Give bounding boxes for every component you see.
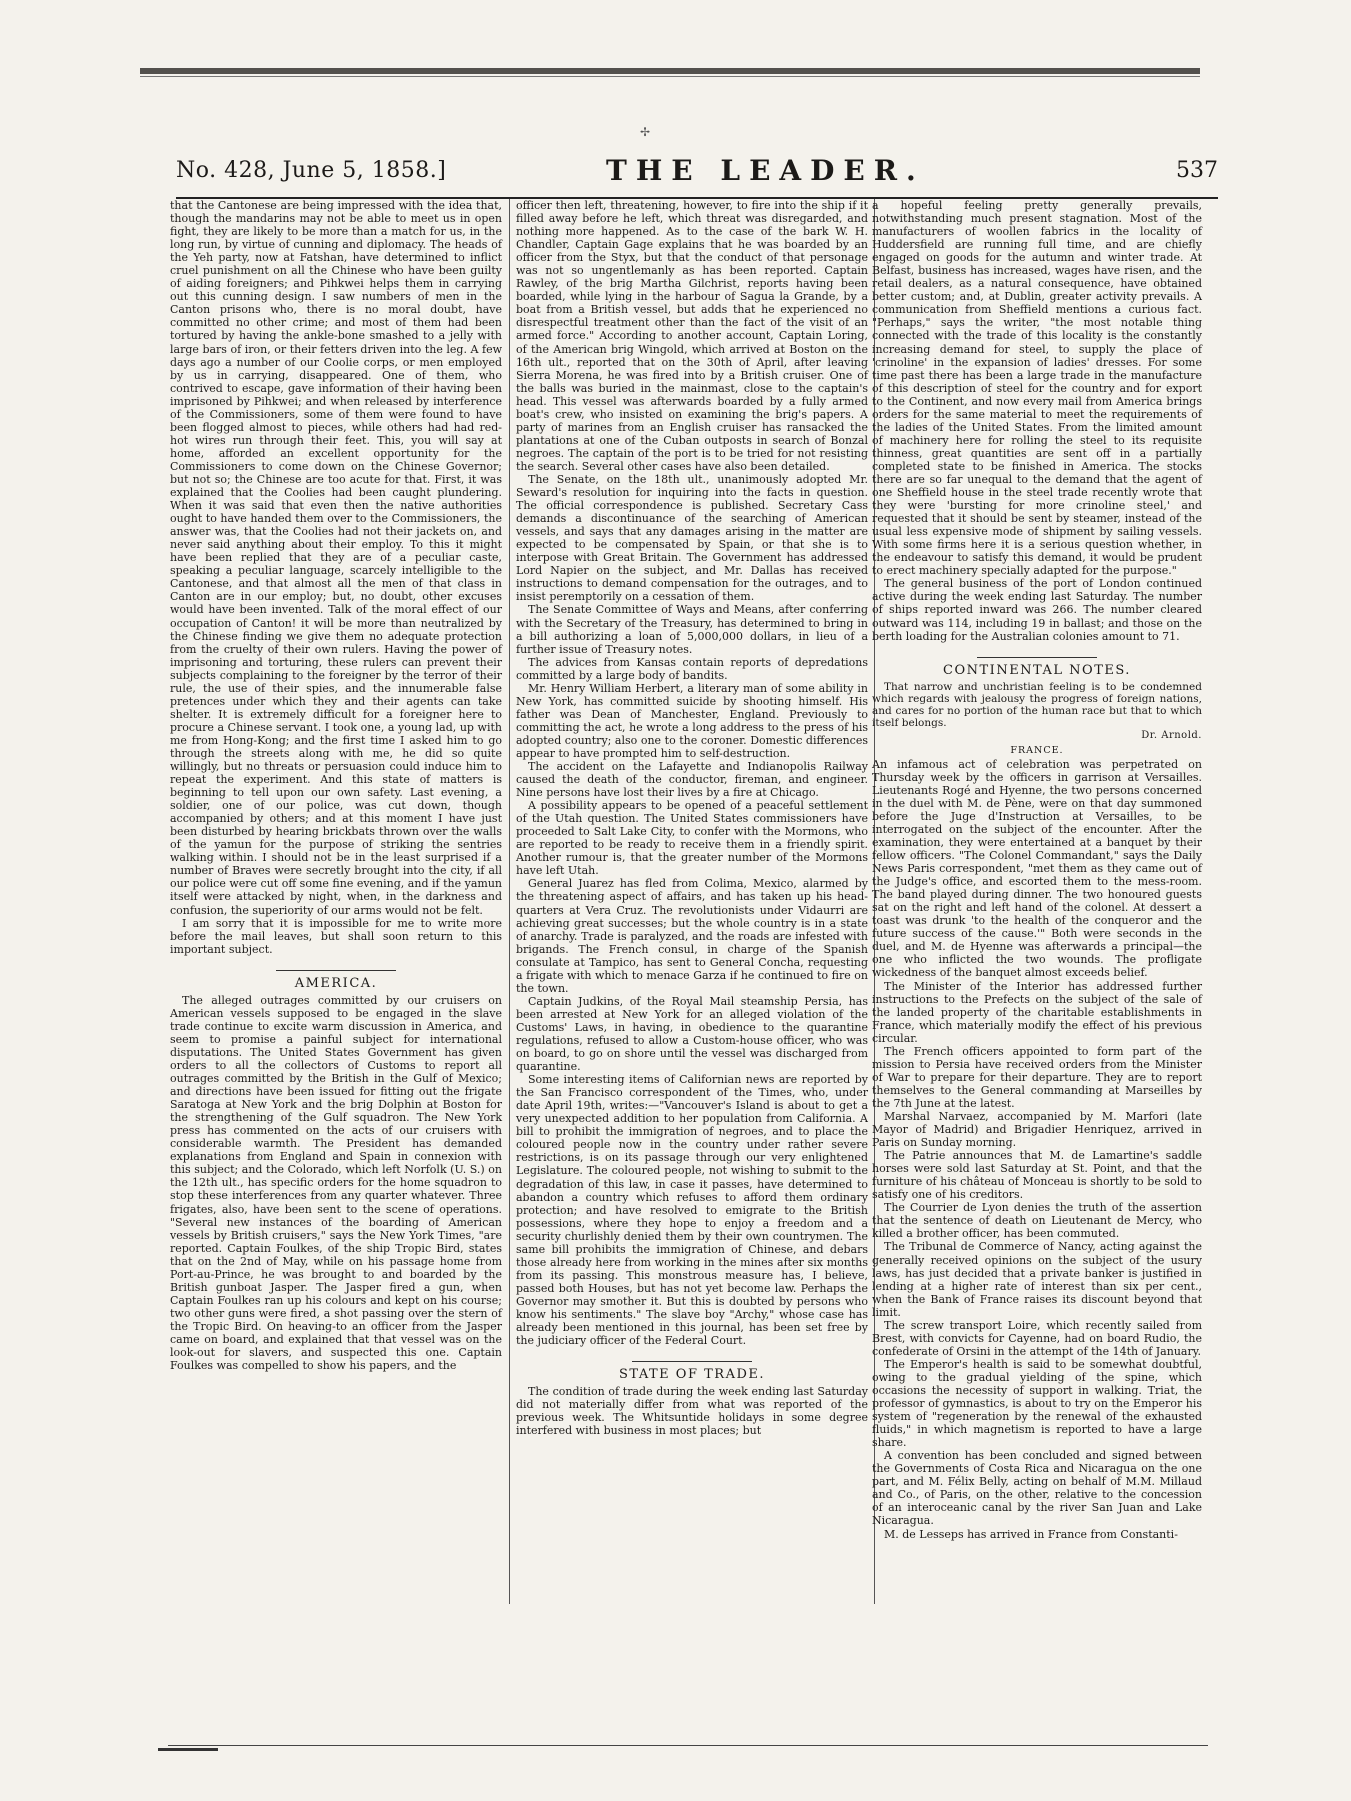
epigraph: That narrow and unchristian feeling is to be condemned which regards with jealousy the progress of foreign nations, and cares for no portion of the human race but that to which itself belongs. [872, 680, 1202, 729]
paragraph: The alleged outrages committed by our cruisers on American vessels supposed to be engaged in the slave trade continue to excite warm discussion in America, and seem to promise a painful subject for international disputations. The United States Government has given orders to all the collectors of Customs to report all outrages committed by the British in the Gulf of Mexico; and directions have been issued for fitting out the frigate Saratoga at New York and the brig Dolphin at Boston for the strengthening of the Gulf squadron. The New York press has commented on the acts of our cruisers with considerable warmth. The President has demanded explanations from England and Spain in connexion with this subject; and the Colorado, which left Norfolk (U. S.) on the 12th ult., has specific orders for the home squadron to stop these interferences from any quarter whatever. Three frigates, also, have been sent to the scene of operations. "Several new instances of the boarding of American vessels by British cruisers," says the New York Times, "are reported. Captain Foulkes, of the ship Tropic Bird, states that on the 2nd of May, while on his passage home from Port-au-Prince, he was brought to and boarded by the British gunboat Jasper. The Jasper fired a gun, when Captain Foulkes ran up his colours and kept on his course; two other guns were fired, a shot passing over the stern of the Tropic Bird. On heaving-to an officer from the Jasper came on board, and explained that that vessel was on the look-out for slavers, and suspected this one. Captain Foulkes was compelled to show his papers, and the [170, 993, 502, 1373]
footer-smudge [158, 1748, 218, 1751]
paragraph: The Courrier de Lyon denies the truth of the assertion that the sentence of death on Lieutenant de Mercy, who killed a brother officer, has been commuted. [872, 1201, 1202, 1241]
footer-rule [168, 1745, 1208, 1746]
paragraph: a hopeful feeling pretty generally prevails, notwithstanding much present stagnation. Most of the manufacturers of woollen fabrics in the locality of Huddersfield are running full time, and are chiefly engaged on goods for the autumn and winter trade. At Belfast, business has increased, wages have risen, and the retail dealers, as a natural consequence, have obtained better custom; and, at Dublin, greater activity prevails. A communication from Sheffield mentions a curious fact. "Perhaps," says the writer, "the most notable thing connected with the trade of this locality is the constantly increasing demand for steel, to supply the place of 'crinoline' in the expansion of ladies' dresses. For some time past there has been a large trade in the manufacture of this description of steel for the country and for export to the Continent, and now every mail from America brings orders for the same material to meet the requirements of the ladies of the United States. From the limited amount of machinery here for rolling the steel to its requisite thinness, great quantities are sent off in a partially completed state to be finished in America. The stocks there are so far unequal to the demand that the agent of one Sheffield house in the steel trade recently wrote that they were 'bursting for more crinoline steel,' and requested that it should be sent by steamer, instead of the usual less expensive mode of shipment by sailing vessels. With some firms here it is a serious question whether, in the endeavour to satisfy this demand, it would be prudent to erect machinery specially adapted for the purpose." [872, 199, 1202, 578]
paragraph: The French officers appointed to form part of the mission to Persia have received orders from the Minister of War to prepare for their departure. They are to report themselves to the General commanding at Marseilles by the 7th June at the latest. [872, 1044, 1202, 1110]
section-title-continental-notes: CONTINENTAL NOTES. [943, 662, 1131, 678]
paragraph: Mr. Henry William Herbert, a literary man of some ability in New York, has committed suicide by shooting himself. His father was Dean of Manchester, England. Previously to committing the act, he wrote a long address to the press of his adopted country; also one to the coroner. Domestic differences appear to have prompted him to self-destruction. [516, 681, 868, 760]
paragraph: A convention has been concluded and signed between the Governments of Costa Rica and Nicaragua on the one part, and M. Félix Belly, acting on behalf of M.M. Millaud and Co., of Paris, on the other, relative to the concession of an interoceanic canal by the river San Juan and Lake Nicaragua. [872, 1449, 1202, 1528]
top-print-band [140, 68, 1200, 74]
page-number: 537 [1176, 158, 1218, 183]
subheading-france: FRANCE. [1010, 744, 1064, 756]
paragraph: The Emperor's health is said to be somewhat doubtful, owing to the gradual yielding of the spine, which occasions the necessity of support in walking. Triat, the professor of gymnastics, is about to try on the Emperor his system of "regeneration by the renewal of the exhausted fluids," in which magnetism is reported to have a large share. [872, 1357, 1202, 1450]
epigraph-author: Dr. Arnold. [1141, 729, 1202, 741]
section-rule [276, 970, 396, 971]
paragraph: Captain Judkins, of the Royal Mail steamship Persia, has been arrested at New York for an alleged violation of the Customs' Laws, in having, in obedience to the quarantine regulations, refused to allow a Custom-house officer, who was on board, to go on shore until the vessel was discharged from quarantine. [516, 994, 868, 1074]
top-print-line [140, 76, 1200, 77]
paragraph: The general business of the port of London continued active during the week ending last Saturday. The number of ships reported inward was 266. The number cleared outward was 114, including 19 in ballast; and those on the berth loading for the Australian colonies amount to 71. [872, 577, 1202, 643]
section-rule [632, 1361, 752, 1362]
paragraph: The Senate Committee of Ways and Means, after conferring with the Secretary of the Treasury, has determined to bring in a bill authorizing a loan of 5,000,000 dollars, in lieu of a further issue of Treasury notes. [516, 603, 868, 656]
paragraph: The accident on the Lafayette and Indianopolis Railway caused the death of the conductor, fireman, and engineer. Nine persons have lost their lives by a fire at Chicago. [516, 760, 868, 800]
section-title-america: AMERICA. [294, 975, 378, 991]
column-1 [170, 199, 502, 1599]
paragraph: An infamous act of celebration was perpetrated on Thursday week by the officers in garrison at Versailles. Lieutenants Rogé and Hyenne, the two persons concerned in the duel with M. de Pène, were on that day summoned before the Juge d'Instruction at Versailles, to be interrogated on the subject of the encounter. After the examination, they were entertained at a banquet by their fellow officers. "The Colonel Commandant," says the Daily News Paris correspondent, "met them as they came out of the Judge's office, and escorted them to the mess-room. The band played during dinner. The two honoured guests sat on the right and left hand of the colonel. At dessert a toast was drunk 'to the health of the conqueror and the future success of the cause.'" Both were seconds in the duel, and M. de Hyenne was afterwards a principal—the one who inflicted the two wounds. The profligate wickedness of the banquet almost exceeds belief. [872, 757, 1202, 980]
page-header [176, 150, 1218, 192]
column-2 [509, 199, 875, 1604]
paragraph: that the Cantonese are being impressed with the idea that, though the mandarins may not be able to meet us in open fight, they are likely to be more than a match for us, in the long run, by virtue of cunning and diplomacy. The heads of the Yeh party, now at Fatshan, have determined to inflict cruel punishment on all the Chinese who have been guilty of aiding foreigners; and Pihkwei helps them in carrying out this cunning design. I saw numbers of men in the Canton prisons who, there is no moral doubt, have committed no other crime; and most of them had been tortured by having the ankle-bone smashed to a jelly with large bars of iron, or their fetters driven into the leg. A few days ago a number of our Coolie corps, or men employed by us in carrying, disappeared. One of them, who contrived to escape, gave information of their having been imprisoned by Pihkwei; and when released by interference of the Commissioners, some of them were found to have been flogged almost to pieces, while others had had red-hot wires run through their feet. This, you will say at home, afforded an excellent opportunity for the Commissioners to come down on the Chinese Governor; but not so; the Chinese are too acute for that. First, it was explained that the Coolies had been caught plundering. When it was said that even then the native authorities ought to have handed them over to the Commissioners, the answer was, that the Coolies had not their jackets on, and never said anything about their employ. To this it might have been replied that they are of a peculiar caste, speaking a peculiar language, scarcely intelligible to the Cantonese, and that almost all the men of that class in Canton are in our employ; but, no doubt, other excuses would have been invented. Talk of the moral effect of our occupation of Canton! it will be more than neutralized by the Chinese finding we give them no adequate protection from the cruelty of their own rulers. Having the power of imprisoning and torturing, these rulers can prevent their subjects complaining to the foreigner by the terror of their rule, the use of their spies, and the innumerable false pretences under which they and their agents can take shelter. It is extremely difficult for a foreigner here to procure a Chinese servant. I took one, a young lad, up with me from Hong-Kong; and the first time I asked him to go through the streets along with me, he did so quite willingly, but no threats or persuasion could induce him to repeat the experiment. And this state of matters is beginning to tell upon our own safety. Last evening, a soldier, one of our police, was cut down, though accompanied by others; and at this moment I have just been disturbed by hearing brickbats thrown over the walls of the yamun for the purpose of striking the sentries walking within. I should not be in the least surprised if a number of Braves were secretly brought into the city, if all our police were cut off some fine evening, and if the yamun itself were attacked by night, when, in the darkness and confusion, the superiority of our arms would not be felt. [170, 199, 502, 917]
column-3 [872, 199, 1202, 1604]
paragraph: The Minister of the Interior has addressed further instructions to the Prefects on the subject of the sale of the landed property of the charitable establishments in France, which materially modify the effect of his previous circular. [872, 979, 1202, 1045]
section-title-state-of-trade: STATE OF TRADE. [618, 1367, 766, 1383]
paragraph: A possibility appears to be opened of a peaceful settlement of the Utah question. The United States commissioners have proceeded to Salt Lake City, to confer with the Mormons, who are reported to be ready to receive them in a friendly spirit. Another rumour is, that the greater number of the Mormons have left Utah. [516, 799, 868, 878]
section-rule [977, 657, 1097, 658]
paragraph: General Juarez has fled from Colima, Mexico, alarmed by the threatening aspect of affairs, and has taken up his head-quarters at Vera Cruz. The revolutionists under Vidaurri are achieving great successes; but the whole country is in a state of anarchy. Trade is paralyzed, and the roads are infested with brigands. The French consul, in charge of the Spanish consulate at Tampico, has sent to General Concha, requesting a frigate with which to menace Garza if he continued to fire on the town. [516, 877, 868, 995]
paragraph: The screw transport Loire, which recently sailed from Brest, with convicts for Cayenne, had on board Rudio, the confederate of Orsini in the attempt of the 14th of January. [872, 1318, 1202, 1358]
paragraph: The Senate, on the 18th ult., unanimously adopted Mr. Seward's resolution for inquiring into the facts in question. The official correspondence is published. Secretary Cass demands a discontinuance of the searching of American vessels, and says that any damages arising in the matter are expected to be compensated by Spain, or that she is to interpose with Great Britain. The Government has addressed Lord Napier on the subject, and Mr. Dallas has received instructions to demand compensation for the outrages, and to insist peremptorily on a cessation of them. [516, 472, 868, 604]
paragraph: The Tribunal de Commerce of Nancy, acting against the generally received opinions on the subject of the usury laws, has just decided that a private banker is justified in lending at a higher rate of interest than six per cent., when the Bank of France raises its discount beyond that limit. [872, 1240, 1202, 1319]
paragraph: The Patrie announces that M. de Lamartine's saddle horses were sold last Saturday at St. Point, and that the furniture of his château of Monceau is shortly to be sold to satisfy one of his creditors. [872, 1149, 1202, 1202]
paragraph: The advices from Kansas contain reports of depredations committed by a large body of bandits. [516, 655, 868, 682]
paragraph: Some interesting items of Californian news are reported by the San Francisco correspondent of the Times, who, under date April 19th, writes:—"Vancouver's Island is about to get a very unexpected addition to her population from California. A bill to prohibit the immigration of negroes, and to place the coloured people now in the country under rather severe restrictions, is on its passage through our very enlightened Legislature. The coloured people, not wishing to submit to the degradation of this law, in case it passes, have determined to abandon a country which refuses to afford them ordinary protection; and have resolved to emigrate to the British possessions, where they hope to enjoy a freedom and a security churlishly denied them by their own countrymen. The same bill prohibits the immigration of Chinese, and debars those already here from working in the mines after six months from its passing. This monstrous measure has, I believe, passed both Houses, but has not yet become law. Perhaps the Governor may smother it. But this is doubted by persons who know his sentiments." The slave boy "Archy," whose case has already been mentioned in this journal, has been set free by the judiciary officer of the Federal Court. [516, 1073, 868, 1348]
paragraph: I am sorry that it is impossible for me to write more before the mail leaves, but shall soon return to this important subject. [170, 916, 502, 956]
print-mark: ✢ [640, 125, 651, 139]
issue-date: No. 428, June 5, 1858.] [176, 158, 447, 183]
paragraph: The condition of trade during the week ending last Saturday did not materially differ from what was reported of the previous week. The Whitsuntide holidays in some degree interfered with business in most places; but [516, 1385, 868, 1438]
newspaper-title: THE LEADER. [606, 154, 925, 187]
paragraph: M. de Lesseps has arrived in France from Constanti- [884, 1527, 1178, 1541]
paragraph: officer then left, threatening, however, to fire into the ship if it filled away before he left, which threat was disregarded, and nothing more happened. As to the case of the bark W. H. Chandler, Captain Gage explains that he was boarded by an officer from the Styx, but that the conduct of that personage was not so ungentlemanly as has been reported. Captain Rawley, of the brig Martha Gilchrist, reports having been boarded, while lying in the harbour of Sagua la Grande, by a boat from a British vessel, but adds that he experienced no disrespectful treatment other than the fact of the visit of an armed force." According to another account, Captain Loring, of the American brig Wingold, which arrived at Boston on the 16th ult., reported that on the 30th of April, after leaving Sierra Morena, he was fired into by a British cruiser. One of the balls was buried in the mainmast, close to the captain's head. This vessel was afterwards boarded by a fully armed boat's crew, who insisted on examining the brig's papers. A party of marines from an English cruiser has ransacked the plantations at one of the Cuban outposts in search of Bonzal negroes. The captain of the port is to be tried for not resisting the search. Several other cases have also been detailed. [516, 199, 868, 473]
paragraph: Marshal Narvaez, accompanied by M. Marfori (late Mayor of Madrid) and Brigadier Henriquez, arrived in Paris on Sunday morning. [872, 1110, 1202, 1150]
